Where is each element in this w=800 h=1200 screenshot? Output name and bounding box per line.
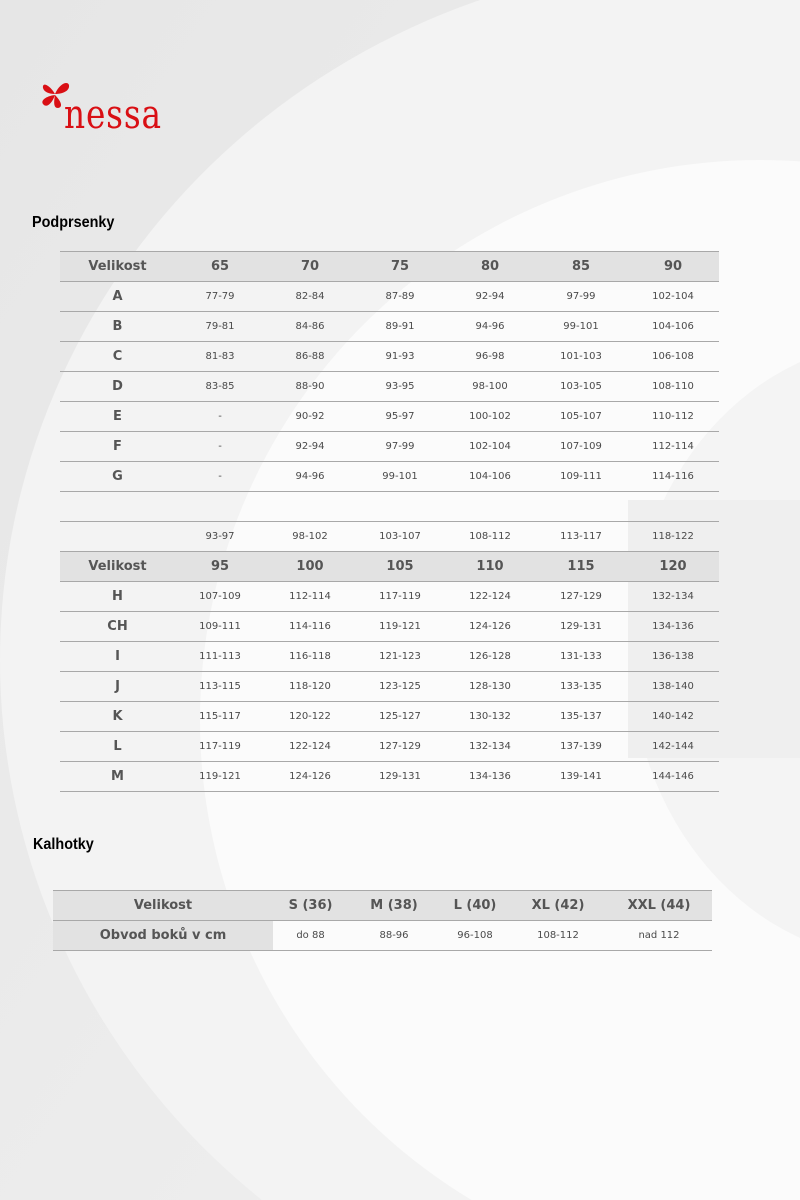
table-row <box>60 642 719 672</box>
table-cell: 102-104 <box>627 282 719 312</box>
bra-header-row <box>60 252 719 282</box>
table-cell: 103-105 <box>535 372 627 402</box>
table-cell: 121-123 <box>355 642 445 672</box>
table-cell: 97-99 <box>535 282 627 312</box>
table-row <box>60 732 719 762</box>
table-cell: 115-117 <box>175 702 265 732</box>
table-cell: 98-100 <box>445 372 535 402</box>
table-cell: 112-114 <box>265 582 355 612</box>
table-cell: 126-128 <box>445 642 535 672</box>
nessa-logo <box>36 76 166 148</box>
table-cell: 92-94 <box>265 432 355 462</box>
table-cell: 144-146 <box>627 762 719 792</box>
table-cell: 89-91 <box>355 312 445 342</box>
band-header: 70 <box>265 252 355 282</box>
table-cell: 136-138 <box>627 642 719 672</box>
table-cell: 112-114 <box>627 432 719 462</box>
cup-label: I <box>60 642 175 672</box>
table-cell: 117-119 <box>355 582 445 612</box>
table-row <box>60 762 719 792</box>
table-cell: 107-109 <box>535 432 627 462</box>
table-row <box>60 702 719 732</box>
table-cell: 129-131 <box>535 612 627 642</box>
table-cell: 113-115 <box>175 672 265 702</box>
table-cell: 130-132 <box>445 702 535 732</box>
table-cell: 116-118 <box>265 642 355 672</box>
table-cell: 106-108 <box>627 342 719 372</box>
cup-label: J <box>60 672 175 702</box>
table-cell: 109-111 <box>175 612 265 642</box>
brand-name: nessa <box>64 92 162 138</box>
table-cell: 99-101 <box>535 312 627 342</box>
table-row <box>60 342 719 372</box>
table-cell: 117-119 <box>175 732 265 762</box>
table-cell: 113-117 <box>535 522 627 552</box>
cup-label: F <box>60 432 175 462</box>
table-cell: nad 112 <box>606 921 712 951</box>
bra-size-table <box>60 251 719 792</box>
table-cell: 128-130 <box>445 672 535 702</box>
table-cell: 98-102 <box>265 522 355 552</box>
band-header: 65 <box>175 252 265 282</box>
panties-title: Kalhotky <box>33 836 94 853</box>
table-row <box>60 282 719 312</box>
table-cell: 93-97 <box>175 522 265 552</box>
bra-header-row <box>60 552 719 582</box>
table-cell: 95-97 <box>355 402 445 432</box>
band-header: 105 <box>355 552 445 582</box>
band-header: 85 <box>535 252 627 282</box>
table-cell: 124-126 <box>445 612 535 642</box>
table-cell: 93-95 <box>355 372 445 402</box>
table-cell: 77-79 <box>175 282 265 312</box>
table-cell: 79-81 <box>175 312 265 342</box>
cup-label: D <box>60 372 175 402</box>
table-cell: 97-99 <box>355 432 445 462</box>
table-cell: 132-134 <box>445 732 535 762</box>
table-cell: 119-121 <box>355 612 445 642</box>
table-cell: do 88 <box>273 921 348 951</box>
table-cell: 99-101 <box>355 462 445 492</box>
table-cell: 120-122 <box>265 702 355 732</box>
table-row <box>60 672 719 702</box>
cup-label: L <box>60 732 175 762</box>
cup-label: K <box>60 702 175 732</box>
size-header: L (40) <box>440 891 510 921</box>
table-cell: 82-84 <box>265 282 355 312</box>
table-cell: 131-133 <box>535 642 627 672</box>
table-row <box>60 312 719 342</box>
header-label: Velikost <box>60 552 175 582</box>
band-header: 80 <box>445 252 535 282</box>
table-row <box>60 402 719 432</box>
table-cell: 139-141 <box>535 762 627 792</box>
table-cell: 88-90 <box>265 372 355 402</box>
table-cell: 81-83 <box>175 342 265 372</box>
table-cell: 127-129 <box>535 582 627 612</box>
size-header: XXL (44) <box>606 891 712 921</box>
table-cell: 103-107 <box>355 522 445 552</box>
table-cell: 109-111 <box>535 462 627 492</box>
table-cell: 107-109 <box>175 582 265 612</box>
band-header: 75 <box>355 252 445 282</box>
table-cell: 86-88 <box>265 342 355 372</box>
empty-cell <box>60 522 175 552</box>
underbust-row <box>60 522 719 552</box>
table-cell: 92-94 <box>445 282 535 312</box>
table-cell: 83-85 <box>175 372 265 402</box>
spacer-cell <box>60 492 719 522</box>
table-cell: 124-126 <box>265 762 355 792</box>
band-header: 100 <box>265 552 355 582</box>
table-cell: 114-116 <box>265 612 355 642</box>
table-cell: - <box>175 462 265 492</box>
cup-label: H <box>60 582 175 612</box>
table-cell: 88-96 <box>348 921 440 951</box>
table-cell: 104-106 <box>445 462 535 492</box>
table-cell: 102-104 <box>445 432 535 462</box>
table-cell: 118-120 <box>265 672 355 702</box>
table-cell: 96-98 <box>445 342 535 372</box>
cup-label: B <box>60 312 175 342</box>
row-label: Obvod boků v cm <box>53 921 273 951</box>
table-cell: 105-107 <box>535 402 627 432</box>
table-cell: 108-112 <box>445 522 535 552</box>
table-cell: 110-112 <box>627 402 719 432</box>
table-cell: 132-134 <box>627 582 719 612</box>
table-cell: 104-106 <box>627 312 719 342</box>
table-row <box>60 372 719 402</box>
size-header: S (36) <box>273 891 348 921</box>
table-row <box>60 432 719 462</box>
table-cell: 122-124 <box>445 582 535 612</box>
band-header: 90 <box>627 252 719 282</box>
table-cell: 96-108 <box>440 921 510 951</box>
header-label: Velikost <box>60 252 175 282</box>
band-header: 110 <box>445 552 535 582</box>
table-cell: 134-136 <box>627 612 719 642</box>
bras-title: Podprsenky <box>32 214 115 231</box>
table-cell: - <box>175 432 265 462</box>
table-cell: 142-144 <box>627 732 719 762</box>
table-cell: 90-92 <box>265 402 355 432</box>
size-header: M (38) <box>348 891 440 921</box>
band-header: 120 <box>627 552 719 582</box>
table-cell: 125-127 <box>355 702 445 732</box>
table-cell: 138-140 <box>627 672 719 702</box>
table-row <box>60 462 719 492</box>
table-cell: 135-137 <box>535 702 627 732</box>
band-header: 95 <box>175 552 265 582</box>
table-cell: 133-135 <box>535 672 627 702</box>
cup-label: C <box>60 342 175 372</box>
table-cell: 118-122 <box>627 522 719 552</box>
table-row <box>53 921 712 951</box>
table-cell: 114-116 <box>627 462 719 492</box>
cup-label: CH <box>60 612 175 642</box>
table-cell: 108-110 <box>627 372 719 402</box>
table-cell: 134-136 <box>445 762 535 792</box>
table-cell: - <box>175 402 265 432</box>
panty-header-row <box>53 891 712 921</box>
cup-label: A <box>60 282 175 312</box>
size-header: XL (42) <box>510 891 606 921</box>
table-cell: 87-89 <box>355 282 445 312</box>
table-cell: 108-112 <box>510 921 606 951</box>
table-cell: 94-96 <box>265 462 355 492</box>
spacer-row <box>60 492 719 522</box>
table-cell: 100-102 <box>445 402 535 432</box>
cup-label: E <box>60 402 175 432</box>
table-cell: 127-129 <box>355 732 445 762</box>
table-cell: 84-86 <box>265 312 355 342</box>
table-cell: 129-131 <box>355 762 445 792</box>
cup-label: G <box>60 462 175 492</box>
table-cell: 123-125 <box>355 672 445 702</box>
table-row <box>60 582 719 612</box>
table-cell: 101-103 <box>535 342 627 372</box>
table-cell: 91-93 <box>355 342 445 372</box>
table-cell: 119-121 <box>175 762 265 792</box>
cup-label: M <box>60 762 175 792</box>
table-row <box>60 612 719 642</box>
table-cell: 111-113 <box>175 642 265 672</box>
table-cell: 122-124 <box>265 732 355 762</box>
header-label: Velikost <box>53 891 273 921</box>
band-header: 115 <box>535 552 627 582</box>
panty-size-table <box>53 890 712 951</box>
table-cell: 140-142 <box>627 702 719 732</box>
table-cell: 94-96 <box>445 312 535 342</box>
table-cell: 137-139 <box>535 732 627 762</box>
